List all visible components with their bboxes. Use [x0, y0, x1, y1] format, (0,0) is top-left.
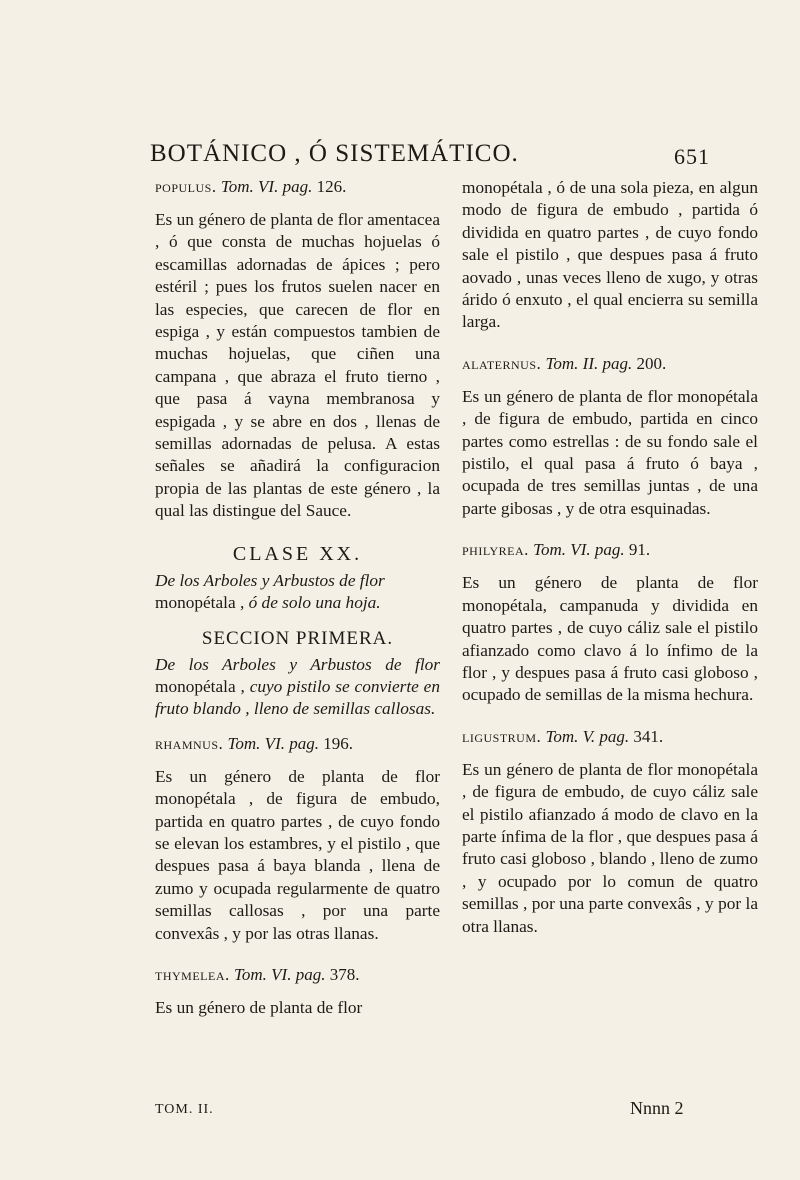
class-subtitle-italic-2: ó de solo una hoja. [248, 592, 381, 612]
class-subtitle-plain: monopétala , [155, 592, 245, 612]
class-subtitle [155, 570, 440, 614]
entry-text-thymelea-continued: monopétala , ó de una sola pieza, en algun modo de figura de embudo , partida ó dividida en quatro partes , de cuyo fondo sale el pistilo , que despues pasa á fruto aovado , unas veces lleno de xugo, y otras árido ó enxuto , el qual encierra su semilla larga. [462, 178, 758, 332]
section-subtitle-italic-2: cuyo pistilo se convierte en fruto blando , lleno de semillas callosas. [155, 676, 440, 718]
genus-name: thymelea. [155, 964, 230, 984]
entry-text-philyrea: Es un género de planta de flor monopétala, campanuda y dividida en quatro partes , de cuyo cáliz sale el pistilo afianzado como clavo á lo ínfimo de la flor , y despues pasa á fruto casi globoso , ocupado de semillas de la misma hechura. [462, 573, 758, 705]
volume-reference: Tom. VI. pag. [220, 177, 313, 196]
entry-heading-rhamnus [155, 734, 440, 754]
section-subtitle [155, 654, 440, 720]
entry-heading-populus [155, 177, 440, 197]
page-reference: 341. [633, 726, 664, 746]
class-heading: CLASE XX. [232, 542, 363, 565]
entry-text-alaternus: Es un género de planta de flor monopétala , de figura de embudo, partida en cinco partes como estrellas : de su fondo sale el pistilo, el qual pasa á fruto ó baya , ocupada de tres semillas juntas , de una parte gibosas , y de otra esquinadas. [462, 386, 758, 518]
class-subtitle-italic: De los Arboles y Arbustos de flor [155, 570, 385, 590]
genus-name: philyrea. [462, 540, 529, 560]
genus-name: alaternus. [462, 353, 542, 373]
volume-reference: Tom. VI. pag. [533, 540, 625, 560]
volume-footer: TOM. II. [155, 1102, 214, 1117]
section-heading: SECCION PRIMERA. [201, 627, 394, 649]
running-head-title: BOTÁNICO , Ó SISTEMÁTICO. [150, 140, 519, 167]
section-subtitle-italic: De los Arboles y Arbustos de flor [155, 654, 440, 674]
entry-text-populus: Es un género de planta de flor amentacea , ó que consta de muchas hojuelas ó escamillas adornadas de ápices ; pero estéril ; pues los frutos suelen nacer en las especies, que carecen de flor en espiga , y están compuestos tambien de muchas hojuelas, que ciñen una campana , que abraza el fruto tierno , que pasa á vayna membranosa y espigada , y se abre en dos , llenas de semillas adornadas de pelusa. A estas señales se añadirá la configuracion propia de las plantas de este género , la qual las distingue del Sauce. [155, 210, 440, 521]
volume-reference: Tom. V. pag. [545, 726, 630, 746]
volume-reference: Tom. VI. pag. [227, 733, 319, 753]
page-reference: 91. [628, 540, 651, 560]
page-reference: 126. [316, 177, 347, 196]
entry-heading-alaternus [462, 354, 758, 374]
entry-heading-thymelea [155, 965, 440, 985]
entry-text-thymelea: Es un género de planta de flor [155, 997, 363, 1017]
entry-heading-philyrea [462, 540, 758, 560]
signature-mark: Nnnn 2 [630, 1098, 684, 1118]
page-reference: 200. [636, 353, 667, 373]
left-column [155, 177, 440, 1019]
genus-name: populus. [155, 177, 217, 196]
volume-reference: Tom. VI. pag. [234, 964, 326, 984]
entry-text-rhamnus: Es un género de planta de flor monopétala , de figura de embudo, partida en quatro partes , de cuyo fondo se elevan los estambres, y el pistilo , que despues pasa á baya blanda , llena de zumo y ocupada regularmente de quatro semillas callosas , por una parte convexâs , y por las otras llanas. [155, 766, 440, 943]
page-reference: 378. [329, 964, 360, 984]
entry-text-ligustrum: Es un género de planta de flor monopétala , de figura de embudo, de cuyo cáliz sale el pistilo afianzado á modo de clavo en la parte ínfima de la flor , que despues pasa á fruto casi globoso , blando , lleno de zumo , y ocupado por lo comun de quatro semillas , por una parte convexâs , y por la otra llanas. [462, 759, 758, 936]
entry-heading-ligustrum [462, 727, 758, 747]
genus-name: rhamnus. [155, 733, 224, 753]
volume-reference: Tom. II. pag. [545, 353, 633, 373]
genus-name: ligustrum. [462, 726, 542, 746]
running-head [150, 140, 710, 168]
page-number: 651 [674, 144, 710, 169]
page-reference: 196. [323, 733, 353, 753]
right-column [462, 177, 758, 958]
section-subtitle-plain: monopétala , [155, 676, 245, 696]
